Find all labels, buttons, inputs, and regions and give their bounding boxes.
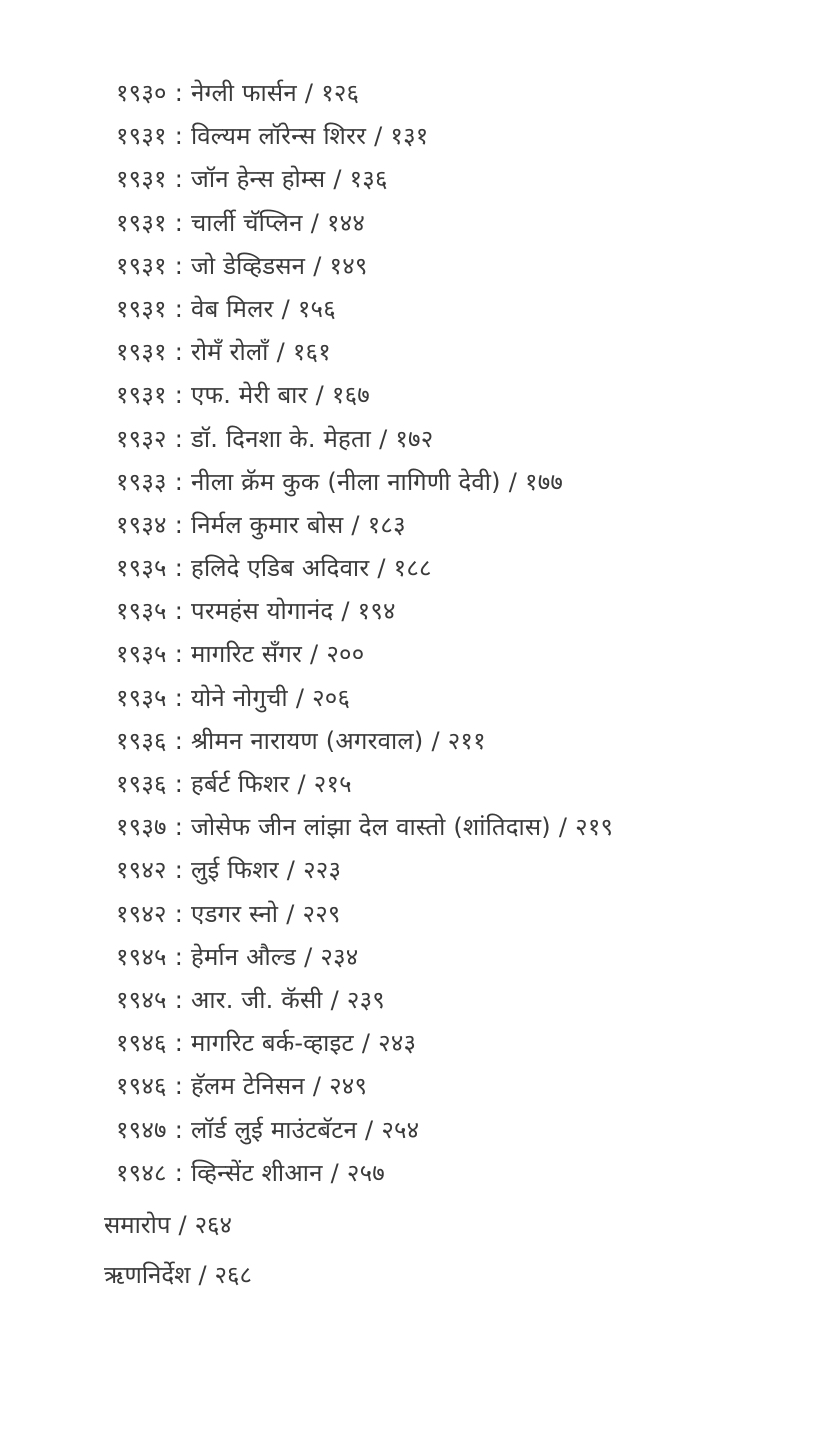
toc-separator: / <box>379 424 388 453</box>
back-matter-title: समारोप <box>104 1211 171 1239</box>
toc-colon: : <box>174 251 184 280</box>
toc-separator: / <box>297 770 306 798</box>
back-matter-separator: / <box>198 1261 207 1289</box>
toc-page-number: १९४ <box>357 597 396 626</box>
toc-page-number: २२९ <box>302 899 341 928</box>
toc-title: व्हिन्सेंट शीआन <box>191 1158 323 1187</box>
toc-colon: : <box>174 683 184 712</box>
toc-title: नीला क्रॅम कुक (नीला नागिणी देवी) <box>191 467 501 496</box>
toc-year: १९३४ <box>116 510 167 539</box>
toc-entry <box>116 158 613 201</box>
back-matter-separator: / <box>178 1211 187 1239</box>
toc-page-number: २३४ <box>320 942 359 971</box>
toc-year: १९३५ <box>116 597 167 626</box>
toc-entry <box>116 1152 613 1195</box>
toc-page-number: २५७ <box>346 1158 385 1187</box>
toc-title: लुई फिशर <box>191 856 279 885</box>
toc-colon: : <box>174 467 184 496</box>
toc-page-number: १३६ <box>349 165 388 194</box>
toc-separator: / <box>304 79 314 107</box>
toc-separator: / <box>304 942 313 971</box>
toc-title: विल्यम लॉरेन्स शिरर <box>191 122 367 151</box>
toc-year: १९३५ <box>116 683 167 712</box>
toc-title: डॉ. दिनशा के. मेहता <box>191 424 372 453</box>
toc-page-number: १६७ <box>331 381 370 410</box>
toc-separator: / <box>276 338 285 367</box>
toc-separator: / <box>312 1072 322 1101</box>
toc-colon: : <box>174 338 184 367</box>
toc-year: १९४८ <box>116 1158 167 1187</box>
toc-title: हॅलम टेनिसन <box>191 1072 305 1101</box>
toc-separator: / <box>330 985 339 1014</box>
toc-separator: / <box>313 251 322 280</box>
toc-colon: : <box>174 985 184 1014</box>
toc-separator: / <box>374 122 383 151</box>
toc-year: १९३५ <box>116 640 167 669</box>
toc-title: मागरिट सँगर <box>191 640 303 669</box>
back-matter-title: ऋणनिर्देश <box>104 1261 191 1289</box>
toc-title: एफ. मेरी बार <box>191 381 308 410</box>
toc-separator: / <box>315 381 324 410</box>
toc-separator: / <box>295 683 305 712</box>
toc-title: वेब मिलर <box>191 294 274 323</box>
toc-title: चार्ली चॅप्लिन <box>191 208 303 237</box>
toc-entry <box>116 72 613 115</box>
toc-title: योने नोगुची <box>191 683 288 712</box>
toc-colon: : <box>174 640 184 669</box>
toc-title: लॉर्ड लुई माउंटबॅटन <box>191 1115 358 1144</box>
toc-colon: : <box>174 813 184 842</box>
toc-entry <box>116 418 613 461</box>
toc-separator: / <box>341 597 350 626</box>
back-matter-page-number: २६४ <box>194 1211 233 1239</box>
toc-title: हर्बर्ट फिशर <box>191 770 290 798</box>
toc-entry <box>116 936 613 979</box>
toc-title: आर. जी. कॅसी <box>191 985 323 1014</box>
toc-title: जॉन हेन्स होम्स <box>191 165 326 194</box>
toc-year: १९३१ <box>116 294 167 323</box>
toc-entry <box>116 504 613 547</box>
toc-separator: / <box>310 640 319 669</box>
toc-colon: : <box>174 165 184 194</box>
toc-page-number: १४४ <box>326 208 366 237</box>
toc-title: हलिदे एडिब अदिवार <box>191 554 370 583</box>
toc-year: १९४२ <box>116 899 167 928</box>
toc-year: १९४२ <box>116 856 167 885</box>
toc-title: एडगर स्नो <box>191 899 279 928</box>
toc-colon: : <box>174 424 184 453</box>
toc-entry <box>116 245 613 288</box>
toc-entry <box>116 1065 613 1108</box>
toc-colon: : <box>174 1115 184 1144</box>
toc-colon: : <box>174 942 184 971</box>
toc-entry <box>116 720 613 763</box>
toc-entry <box>116 1109 613 1152</box>
toc-title: श्रीमन नारायण (अगरवाल) <box>191 726 424 755</box>
toc-entry <box>116 849 613 892</box>
toc-colon: : <box>174 1029 184 1058</box>
toc-entry <box>116 331 613 374</box>
toc-colon: : <box>174 726 184 755</box>
toc-separator: / <box>361 1029 371 1058</box>
toc-separator: / <box>508 467 518 496</box>
toc-entry <box>116 979 613 1022</box>
toc-title: मागरिट बर्क-व्हाइट <box>191 1029 354 1058</box>
toc-colon: : <box>174 294 184 323</box>
toc-colon: : <box>174 1072 184 1101</box>
toc-title: परमहंस योगानंद <box>191 597 334 626</box>
toc-year: १९३१ <box>116 338 167 367</box>
toc-entry <box>116 461 613 504</box>
toc-page-number: २११ <box>447 726 486 755</box>
toc-page-number: २१५ <box>313 770 352 798</box>
toc-page-number: १३१ <box>390 122 429 151</box>
toc-year: १९४६ <box>116 1072 167 1101</box>
toc-title: जोसेफ जीन लांझा देल वास्तो (शांतिदास) <box>191 813 551 842</box>
toc-colon: : <box>174 122 184 151</box>
toc-separator: / <box>286 856 296 885</box>
toc-colon: : <box>174 208 184 237</box>
toc-entry <box>116 677 613 720</box>
toc-page-number: १४९ <box>329 251 368 280</box>
toc-colon: : <box>174 1158 184 1187</box>
toc-title: निर्मल कुमार बोस <box>191 510 344 539</box>
table-of-contents <box>116 72 613 1195</box>
toc-page-number: १५६ <box>297 294 336 323</box>
toc-page-number: २२३ <box>303 856 342 885</box>
back-matter <box>104 1200 252 1300</box>
toc-separator: / <box>286 899 295 928</box>
toc-year: १९३५ <box>116 554 167 583</box>
toc-page-number: २०६ <box>312 683 351 712</box>
toc-year: १९३१ <box>116 122 167 151</box>
toc-colon: : <box>174 79 184 107</box>
toc-entry <box>116 547 613 590</box>
toc-separator: / <box>377 554 386 583</box>
toc-year: १९३१ <box>116 165 167 194</box>
toc-year: १९४५ <box>116 985 167 1014</box>
toc-title: हेर्मान औल्ड <box>191 942 297 971</box>
toc-page-number: २४३ <box>378 1029 417 1058</box>
toc-separator: / <box>351 510 360 539</box>
toc-year: १९४७ <box>116 1115 167 1144</box>
toc-year: १९३१ <box>116 208 167 237</box>
toc-separator: / <box>281 294 290 323</box>
back-matter-entry-acknowledgements <box>104 1250 252 1300</box>
toc-page-number: २४९ <box>329 1072 368 1101</box>
back-matter-entry-conclusion <box>104 1200 252 1250</box>
toc-entry <box>116 115 613 158</box>
toc-entry <box>116 806 613 849</box>
toc-page-number: १८८ <box>393 554 432 583</box>
toc-title: रोमँ रोलाँ <box>191 338 269 367</box>
toc-year: १९३१ <box>116 251 167 280</box>
toc-colon: : <box>174 856 184 885</box>
toc-colon: : <box>174 597 184 626</box>
toc-entry <box>116 374 613 417</box>
toc-year: १९३२ <box>116 424 167 453</box>
toc-separator: / <box>330 1158 339 1187</box>
toc-year: १९४६ <box>116 1029 167 1058</box>
toc-page-number: १६१ <box>292 338 331 367</box>
toc-separator: / <box>558 813 568 842</box>
toc-separator: / <box>333 165 342 194</box>
toc-title: जो डेव्हिडसन <box>191 251 306 280</box>
toc-page-number: १२६ <box>321 79 360 107</box>
toc-colon: : <box>174 381 184 410</box>
toc-separator: / <box>310 208 319 237</box>
toc-year: १९४५ <box>116 942 167 971</box>
toc-separator: / <box>431 726 440 755</box>
toc-year: १९३७ <box>116 813 167 842</box>
toc-page-number: २१९ <box>575 813 614 842</box>
toc-page-number: १७२ <box>395 424 434 453</box>
toc-colon: : <box>174 770 184 798</box>
toc-separator: / <box>365 1115 374 1144</box>
toc-colon: : <box>174 554 184 583</box>
toc-year: १९३६ <box>116 726 167 755</box>
toc-page-number: २५४ <box>381 1115 420 1144</box>
toc-entry <box>116 288 613 331</box>
toc-year: १९३६ <box>116 770 167 798</box>
toc-entry <box>116 893 613 936</box>
toc-year: १९३१ <box>116 381 167 410</box>
toc-page-number: २३९ <box>346 985 385 1014</box>
toc-entry <box>116 633 613 676</box>
toc-entry <box>116 763 613 806</box>
toc-page-number: २०० <box>326 640 365 669</box>
back-matter-page-number: २६८ <box>214 1261 252 1289</box>
toc-page-number: १८३ <box>367 510 406 539</box>
toc-year: १९३३ <box>116 467 167 496</box>
toc-entry <box>116 202 613 245</box>
toc-colon: : <box>174 899 184 928</box>
toc-entry <box>116 590 613 633</box>
toc-colon: : <box>174 510 184 539</box>
toc-page-number: १७७ <box>525 467 564 496</box>
toc-title: नेग्ली फार्सन <box>191 79 297 107</box>
toc-year: १९३० <box>116 79 167 107</box>
toc-entry <box>116 1022 613 1065</box>
